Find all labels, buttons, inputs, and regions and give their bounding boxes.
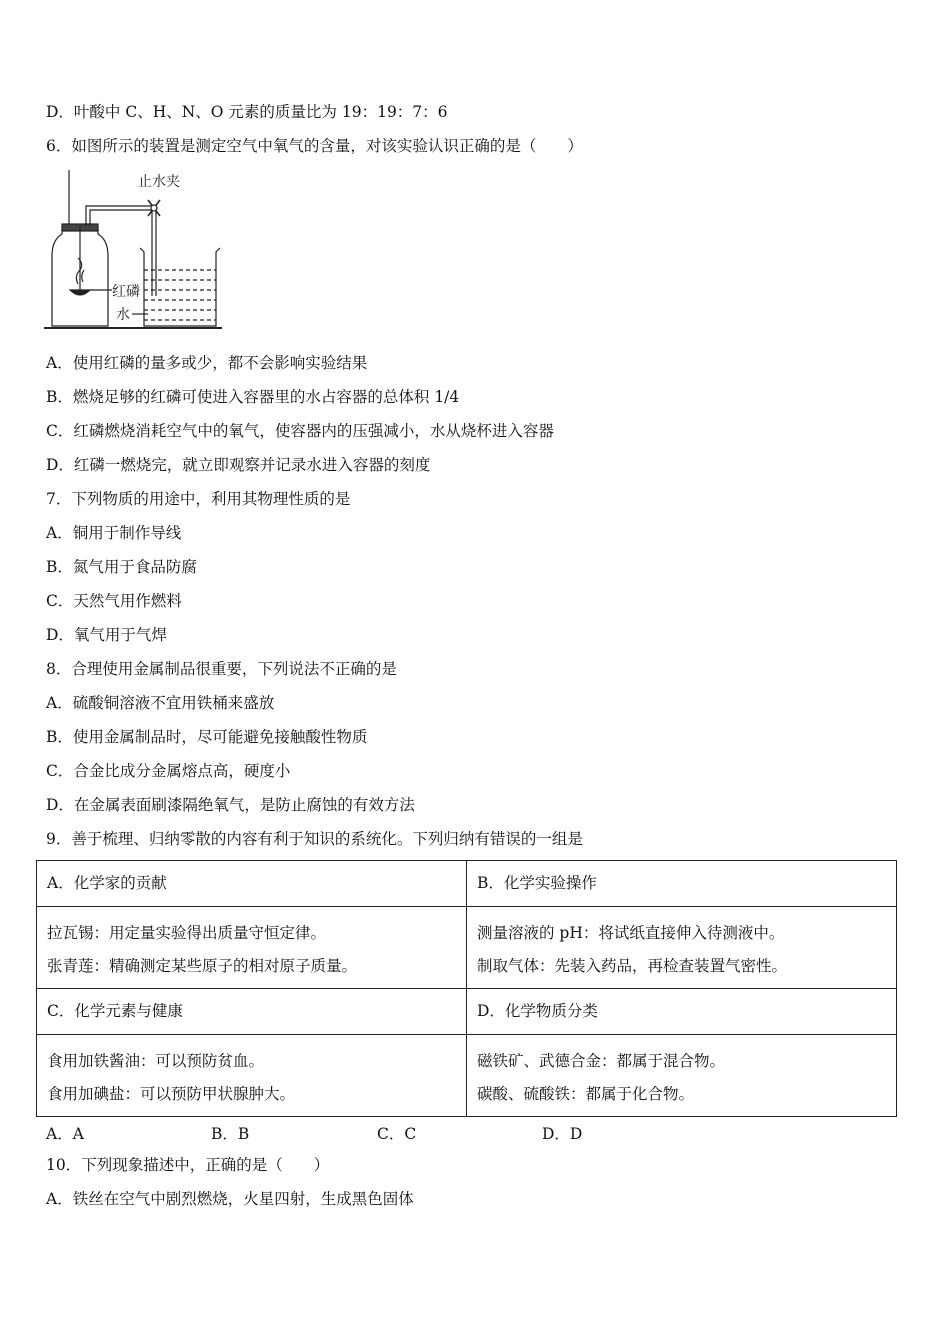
q9-table [36, 860, 897, 1117]
q5-option-d: D．叶酸中 C、H、N、O 元素的质量比为 19：19：7：6 [46, 103, 448, 121]
q7-stem: 7．下列物质的用途中，利用其物理性质的是 [46, 490, 351, 508]
q9-choice-b: B．B [211, 1125, 250, 1143]
q8-option-c: C．合金比成分金属熔点高，硬度小 [46, 762, 291, 780]
q7-option-a: A．铜用于制作导线 [46, 524, 182, 542]
q9-table-body-d [467, 1035, 897, 1117]
q9-b-line1: 测量溶液的 pH：将试纸直接伸入待测液中。 [477, 924, 785, 942]
q9-table-head-b: B．化学实验操作 [467, 861, 897, 907]
q9-b-line2: 制取气体：先装入药品，再检查装置气密性。 [477, 957, 788, 975]
q9-table-head-d: D．化学物质分类 [467, 989, 897, 1035]
q9-table-body-a [37, 907, 467, 989]
q7-option-b: B．氮气用于食品防腐 [46, 558, 197, 576]
q6-option-a: A．使用红磷的量多或少，都不会影响实验结果 [46, 354, 368, 372]
q9-table-head-c: C．化学元素与健康 [37, 989, 467, 1035]
q8-option-d: D．在金属表面刷漆隔绝氧气，是防止腐蚀的有效方法 [46, 796, 415, 814]
q8-option-a: A．硫酸铜溶液不宜用铁桶来盛放 [46, 694, 275, 712]
q9-a-line1: 拉瓦锡：用定量实验得出质量守恒定律。 [47, 924, 327, 942]
q9-choice-d: D．D [542, 1125, 583, 1143]
q9-choice-a: A．A [46, 1125, 84, 1143]
q6-option-c: C．红磷燃烧消耗空气中的氧气，使容器内的压强减小，水从烧杯进入容器 [46, 422, 554, 440]
q7-option-d: D．氧气用于气焊 [46, 626, 167, 644]
red-phosphorus-label: 红磷 [112, 284, 140, 300]
q9-stem: 9．善于梳理、归纳零散的内容有利于知识的系统化。下列归纳有错误的一组是 [46, 830, 583, 848]
q9-d-line2: 碳酸、硫酸铁：都属于化合物。 [477, 1085, 695, 1103]
q8-option-b: B．使用金属制品时，尽可能避免接触酸性物质 [46, 728, 368, 746]
q9-d-line1: 磁铁矿、武德合金：都属于混合物。 [477, 1052, 726, 1070]
q7-option-c: C．天然气用作燃料 [46, 592, 182, 610]
q9-choice-c: C．C [377, 1125, 417, 1143]
q9-table-head-a: A．化学家的贡献 [37, 861, 467, 907]
water-label: 水 [116, 307, 130, 323]
q10-stem: 10．下列现象描述中，正确的是（ ） [46, 1156, 330, 1174]
q9-c-line1: 食用加铁酱油：可以预防贫血。 [47, 1052, 265, 1070]
q6-option-b: B．燃烧足够的红磷可使进入容器里的水占容器的总体积 1/4 [46, 388, 460, 406]
q9-table-body-c [37, 1035, 467, 1117]
air-oxygen-apparatus-diagram [40, 166, 240, 336]
clamp-label: 止水夹 [138, 174, 180, 190]
q9-a-line2: 张青莲：精确测定某些原子的相对原子质量。 [47, 957, 358, 975]
q9-table-body-b [467, 907, 897, 989]
q8-stem: 8．合理使用金属制品很重要，下列说法不正确的是 [46, 660, 397, 678]
q6-option-d: D．红磷一燃烧完，就立即观察并记录水进入容器的刻度 [46, 456, 431, 474]
q9-c-line2: 食用加碘盐：可以预防甲状腺肿大。 [47, 1085, 296, 1103]
q10-option-a: A．铁丝在空气中剧烈燃烧，火星四射，生成黑色固体 [46, 1190, 414, 1208]
q6-stem: 6．如图所示的装置是测定空气中氧气的含量，对该实验认识正确的是（ ） [46, 137, 583, 155]
